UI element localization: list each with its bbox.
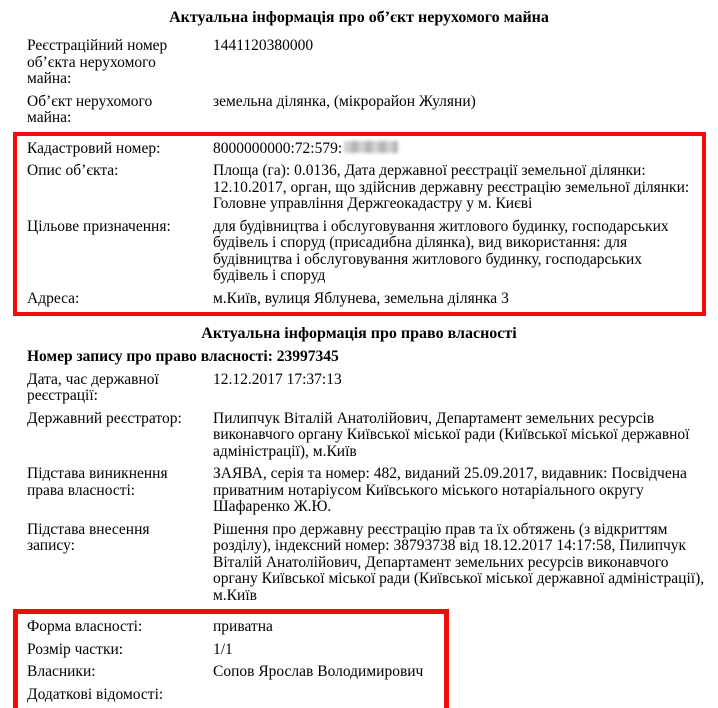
field-value: земельна ділянка, (мікрорайон Жуляни): [213, 92, 476, 110]
field-value: 1441120380000: [213, 37, 314, 54]
field-label: Дата, час державної реєстрації:: [27, 370, 159, 404]
highlight-box-ownership: [13, 609, 449, 708]
field-value: Площа (га): 0.0136, Дата державної реєстрації земельної ділянки: 12.10.2017, орган, що здійснив державну реєстрацію земельної ділянки: Головне управління Держгеокадастру у м. Києві: [213, 162, 690, 212]
field-label: Форма власності:: [27, 618, 143, 635]
field-value: Сопов Ярослав Володимирович: [213, 663, 424, 680]
field-value: [213, 141, 702, 158]
field-value: м.Київ, вулиця Яблунева, земельна ділянка 3: [213, 289, 509, 307]
field-value: Рішення про державну реєстрацію прав та їх обтяжень (з відкриттям розділу), індексний номер: 38793738 від 18.12.2017 14:17:58, Пилипчук Віталій Анатолійович, Департамент земельних ресурсів виконавчого органу Київської міської ради (Київської міської державної адміністрації), м.Київ: [213, 520, 705, 604]
field-label: Власники:: [27, 663, 96, 680]
field-value: Пилипчук Віталій Анатолійович, Департамент земельних ресурсів виконавчого органу Київської міської ради (Київської міської державної адміністрації), м.Київ: [213, 409, 690, 460]
field-label: Додаткові відомості:: [27, 685, 164, 703]
field-value: приватна: [213, 618, 273, 635]
field-row-registration-number: [0, 35, 718, 91]
field-row-object-type: [0, 91, 718, 130]
field-value: 1/1: [213, 640, 233, 658]
field-row-designated-purpose: [17, 216, 702, 288]
field-label: Державний реєстратор:: [27, 409, 182, 427]
field-value: ЗАЯВА, серія та номер: 482, виданий 25.09.2017, видавник: Посвідчена приватним нотаріусом Київського міського нотаріального округу Шафаренко Ж.Ю.: [213, 465, 687, 515]
section-object-title: Актуальна інформація про об’єкт нерухомого майна: [169, 9, 549, 26]
highlight-box-object: [13, 132, 706, 317]
section-object-plain-rows: [0, 35, 718, 130]
field-row-owners: [18, 661, 444, 684]
field-row-address: [17, 288, 702, 311]
field-value: [213, 687, 444, 704]
field-label: Підстава внесення запису:: [27, 520, 150, 554]
field-label: Адреса:: [27, 289, 80, 307]
redacted-pixelation: [344, 141, 398, 153]
field-label: Розмір частки:: [27, 640, 124, 658]
field-row-additional-info: [18, 684, 444, 707]
field-label: Опис об’єкта:: [27, 162, 119, 179]
field-value: для будівництва і обслуговування житлового будинку, господарських будівель і споруд (присадибна ділянка), вид використання: для будівництва і обслуговування житлового будинку, господарських будівель і споруд: [213, 217, 669, 284]
section-ownership-title: Актуальна інформація про право власності: [201, 325, 517, 342]
field-value: 12.12.2017 17:37:13: [213, 370, 342, 388]
field-label: Кадастровий номер:: [27, 139, 161, 157]
field-row-state-registrar: [0, 408, 718, 464]
field-row-ownership-form: [18, 616, 444, 639]
ownership-record-number-line: Номер запису про право власності: 23997345: [27, 348, 339, 365]
field-row-cadastral-number: [17, 138, 702, 161]
section-ownership-plain-rows: [0, 369, 718, 608]
field-row-object-description: [17, 160, 702, 216]
cadastral-number-value: 8000000000:72:579:: [213, 139, 343, 157]
field-label: Цільове призначення:: [27, 217, 171, 235]
field-label: Реєстраційний номер об’єкта нерухомого майна:: [27, 37, 168, 87]
field-row-share-size: [18, 639, 444, 662]
field-row-registration-datetime: [0, 369, 718, 408]
field-label: Підстава виникнення права власності:: [27, 465, 168, 499]
field-label: Об’єкт нерухомого майна:: [27, 92, 153, 126]
field-row-ground-of-ownership: [0, 463, 718, 519]
field-row-ground-of-record: [0, 519, 718, 608]
